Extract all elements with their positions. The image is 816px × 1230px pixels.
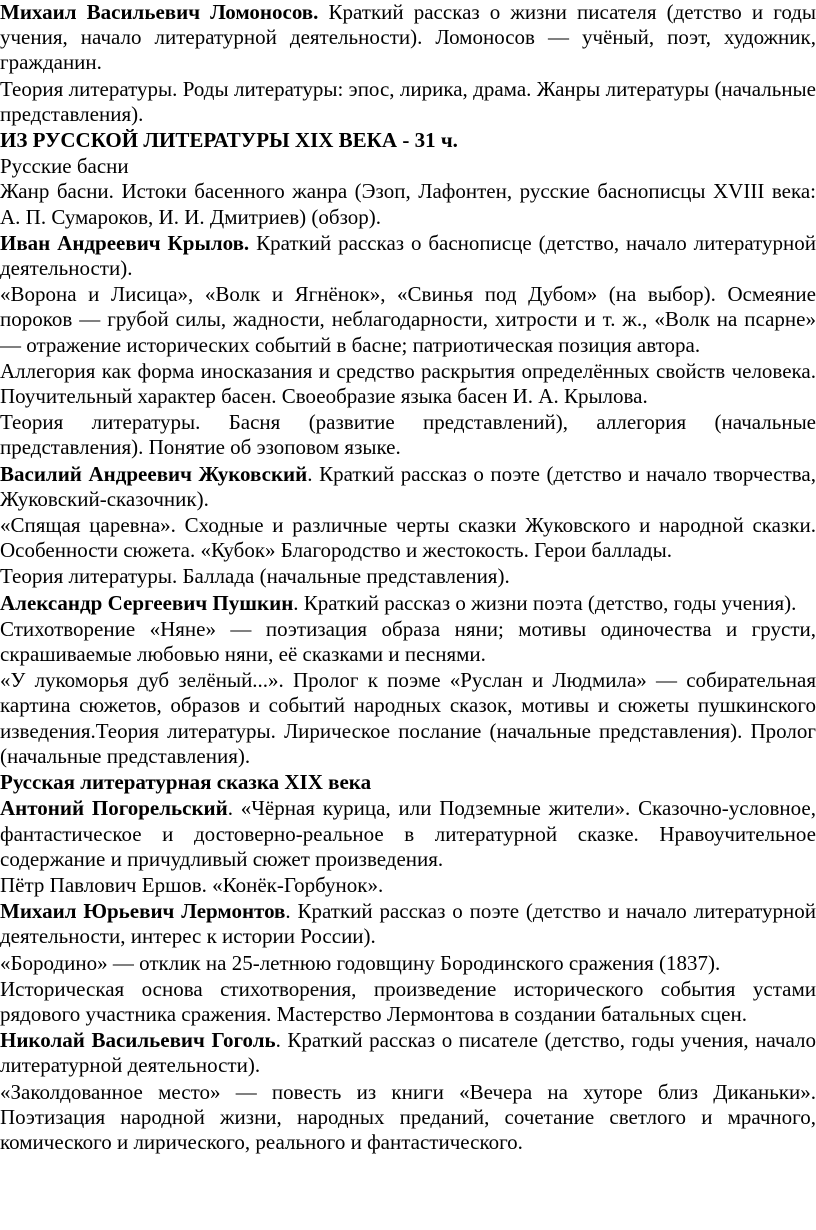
paragraph-enchanted-place	[0, 1080, 816, 1156]
paragraph-historical-basis	[0, 977, 816, 1027]
paragraph-text: . Краткий рассказ о поэте (детство и начало литературной деятельности, интерес к истории России).	[0, 899, 816, 949]
paragraph-text: «Бородино» — отклик на 25-летнюю годовщину Бородинского сражения (1837).	[0, 950, 721, 975]
paragraph-text: Теория литературы. Роды литературы: эпос, лирика, драма. Жанры литературы (начальные представления).	[0, 76, 816, 126]
paragraph-pogorelsky	[0, 796, 816, 872]
paragraph-text: Жанр басни. Истоки басенного жанра (Эзоп, Лафонтен, русские баснописцы XVIII века: А. П. Сумароков, И. И. Дмитриев) (обзор).	[0, 179, 816, 229]
paragraph-text: Историческая основа стихотворения, произведение исторического события устами рядового участника сражения. Мастерство Лермонтова в создании батальных сцен.	[0, 976, 816, 1026]
paragraph-text: Теория литературы. Басня (развитие представлений), аллегория (начальные представления). Понятие об эзоповом языке.	[0, 410, 816, 460]
paragraph-text: . Краткий рассказ о поэте (детство и начало творчества, Жуковский-сказочник).	[0, 461, 816, 511]
paragraph-text: Теория литературы. Баллада (начальные представления).	[0, 564, 510, 589]
paragraph-text: . «Чёрная курица, или Подземные жители». Сказочно-условное, фантастическое и достоверно-реальное в литературной сказке. Нравоучительное содержание и причудливый сюжет произведения.	[0, 796, 816, 871]
paragraph-theory-fable	[0, 410, 816, 460]
paragraph-krylov-fables	[0, 282, 816, 358]
paragraph-lead: Михаил Васильевич Ломоносов.	[0, 0, 319, 24]
paragraph-text: Стихотворение «Няне» — поэтизация образа няни; мотивы одиночества и грусти, скрашиваемые любовью няни, её сказками и песнями.	[0, 616, 816, 667]
paragraph-text: «Спящая царевна». Сходные и различные черты сказки Жуковского и народной сказки. Особенности сюжета. «Кубок» Благородство и жестокость. Герои баллады.	[0, 513, 816, 563]
paragraph-russian-fables	[0, 154, 816, 179]
paragraph-gogol	[0, 1028, 816, 1078]
paragraph-text: «Заколдованное место» — повесть из книги «Вечера на хуторе близ Диканьки». Поэтизация народной жизни, народных преданий, сочетание светлого и мрачного, комического и лирического, реального и фантастического.	[0, 1079, 816, 1154]
paragraph-pushkin	[0, 591, 816, 616]
section-heading-literary-tale: Русская литературная сказка XIX века	[0, 770, 372, 795]
paragraph-fable-genre	[0, 179, 816, 229]
paragraph-allegory	[0, 359, 816, 409]
paragraph-text: Краткий рассказ о баснописце (детство, начало литературной деятельности).	[0, 230, 816, 281]
paragraph-lomonosov	[0, 0, 816, 76]
paragraph-text: Аллегория как форма иносказания и средство раскрытия определённых свойств человека. Поучительный характер басен. Своеобразие языка басен И. А. Крылова.	[0, 358, 816, 409]
paragraph-lead: Николай Васильевич Гоголь	[0, 1028, 276, 1053]
paragraph-sleeping-princess	[0, 513, 816, 563]
paragraph-ershov	[0, 873, 816, 898]
paragraph-lead: Василий Андреевич Жуковский	[0, 461, 308, 486]
paragraph-lermontov	[0, 899, 816, 949]
paragraph-lead: Александр Сергеевич Пушкин	[0, 590, 294, 615]
paragraph-krylov	[0, 231, 816, 281]
paragraph-lead: Иван Андреевич Крылов.	[0, 230, 250, 255]
paragraph-text: Русские басни	[0, 154, 129, 179]
paragraph-theory-genres	[0, 77, 816, 127]
paragraph-zhukovsky	[0, 462, 816, 512]
paragraph-text: «Ворона и Лисица», «Волк и Ягнёнок», «Свинья под Дубом» (на выбор). Осмеяние пороков — грубой силы, жадности, неблагодарности, хитрости и т. ж., «Волк на псарне» — отражение исторических событий в басне; патриотическая позиция автора.	[0, 282, 816, 357]
paragraph-lead: Михаил Юрьевич Лермонтов	[0, 899, 286, 924]
paragraph-text: . Краткий рассказ о писателе (детство, годы учения, начало литературной деятельности).	[0, 1028, 816, 1078]
paragraph-borodino	[0, 951, 816, 976]
paragraph-text: «У лукоморья дуб зелёный...». Пролог к поэме «Руслан и Людмила» — собирательная картина сюжетов, образов и событий народных сказок, мотивы и сюжеты пушкинского изведения.Теория литературы. Лирическое послание (начальные представления). Пролог (начальные представления).	[0, 668, 816, 768]
paragraph-lead: Антоний Погорельский	[0, 796, 228, 821]
paragraph-text: Краткий рассказ о жизни писателя (детство и годы учения, начало литературной деятельности). Ломоносов — учёный, поэт, художник, гражданин.	[0, 0, 816, 75]
paragraph-lukomorye	[0, 668, 816, 769]
paragraph-text: Пётр Павлович Ершов. «Конёк-Горбунок».	[0, 872, 384, 897]
paragraph-theory-ballad	[0, 564, 816, 589]
paragraph-text: . Краткий рассказ о жизни поэта (детство, годы учения).	[293, 590, 797, 615]
paragraph-nanny-poem	[0, 617, 816, 667]
section-heading-xix-century: ИЗ РУССКОЙ ЛИТЕРАТУРЫ XIX ВЕКА - 31 ч.	[0, 128, 458, 153]
